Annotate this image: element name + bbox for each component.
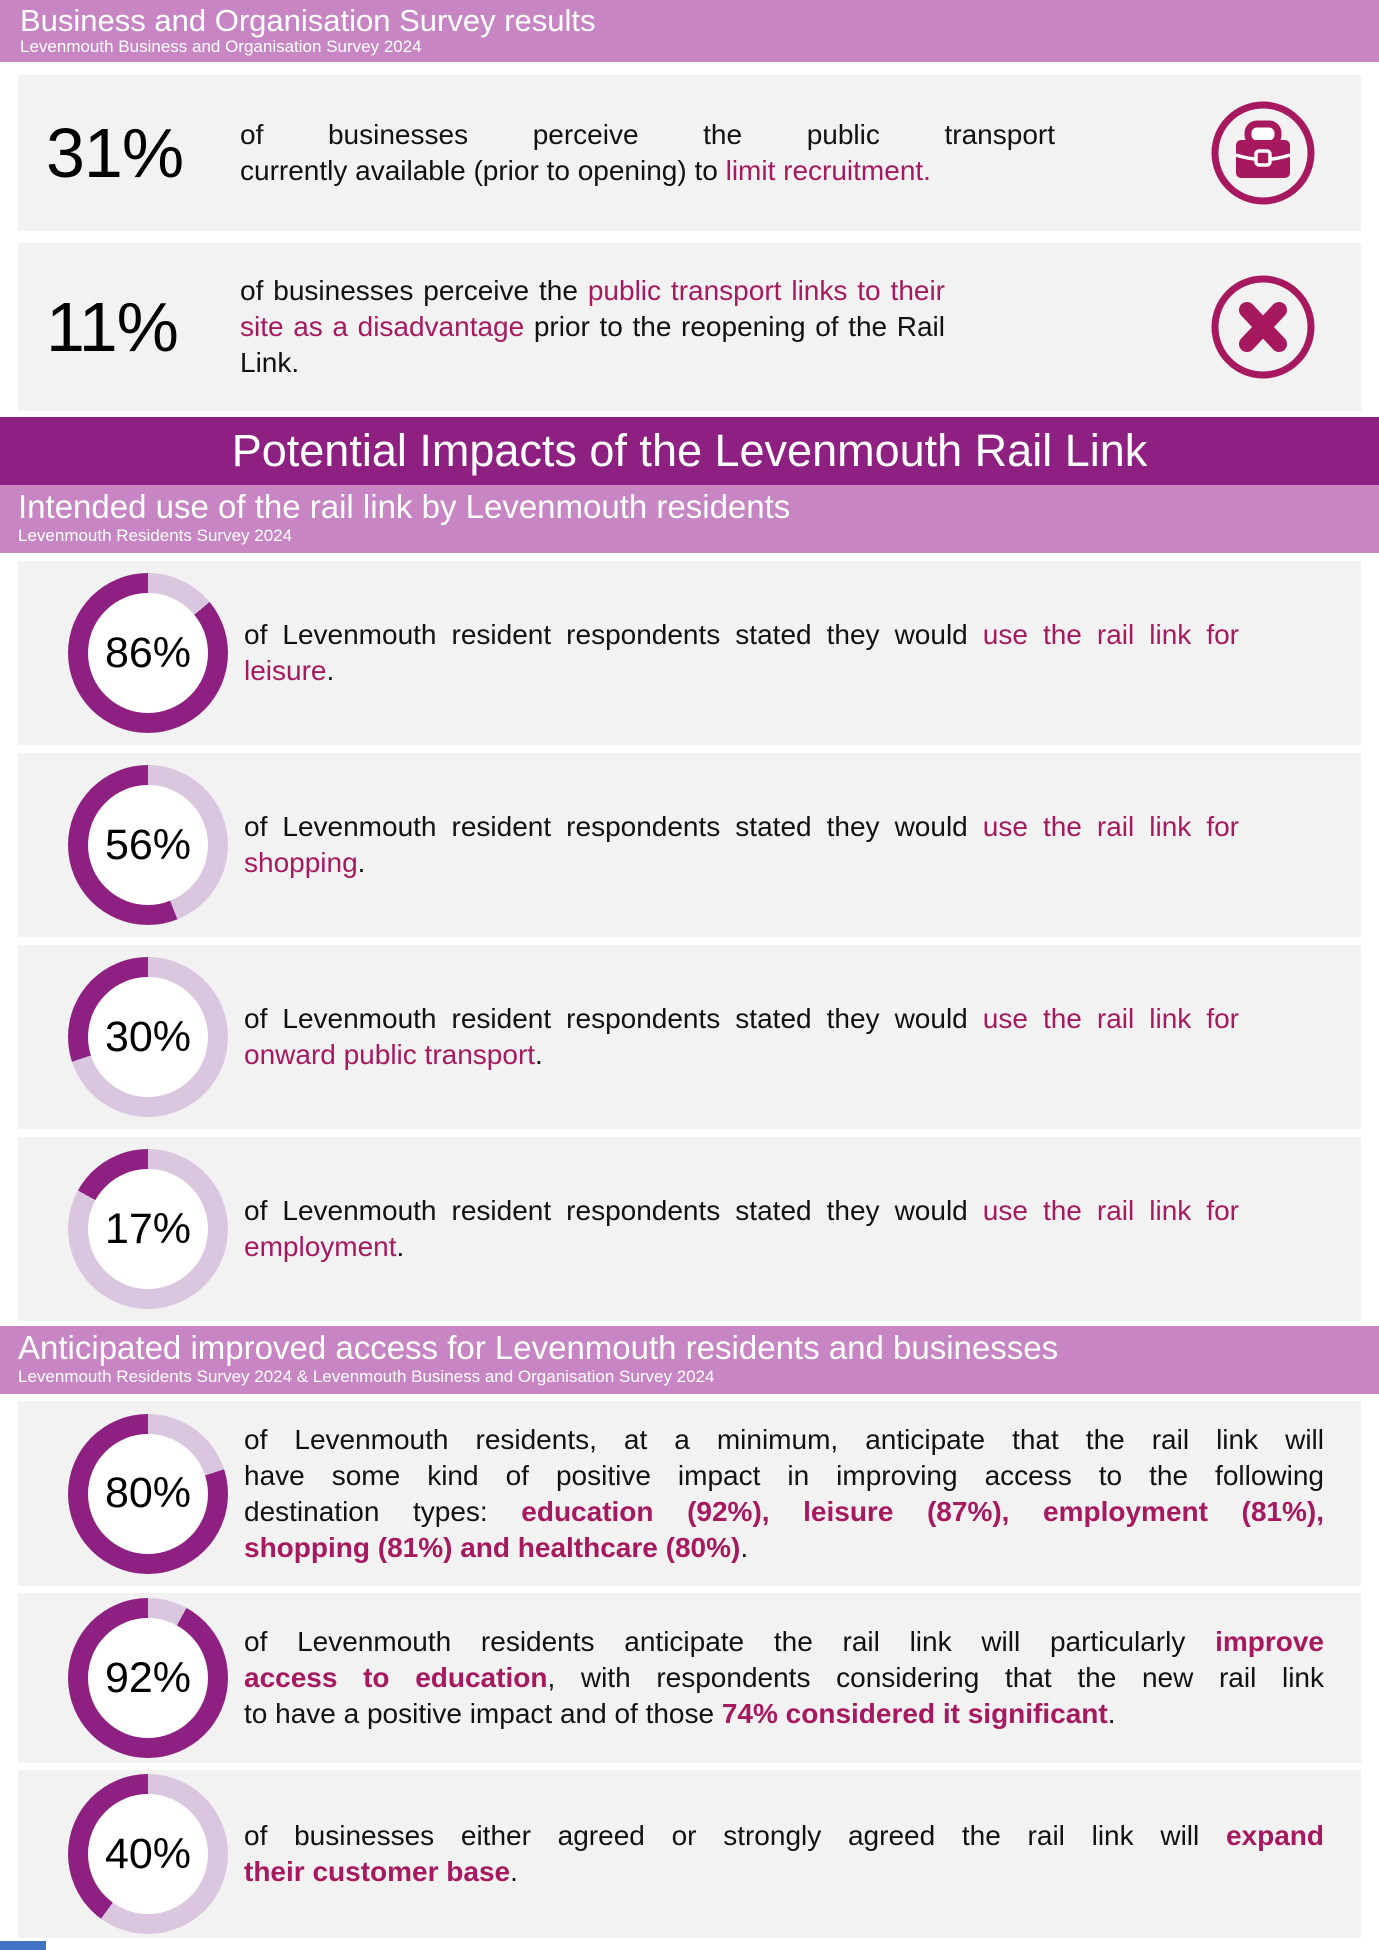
donut-chart-leisure — [68, 573, 228, 733]
stat-card-employment — [18, 1137, 1361, 1321]
stat-card-destination-access — [18, 1401, 1361, 1586]
stat-card-shopping — [18, 753, 1361, 937]
stat-text-leisure: of Levenmouth resident respondents stated they would use the rail link for leisure. — [244, 619, 1240, 686]
cross-icon — [1210, 274, 1316, 380]
section-subtitle: Levenmouth Residents Survey 2024 & Levenmouth Business and Organisation Survey 2024 — [18, 1367, 715, 1386]
next-section-edge — [0, 1941, 46, 1950]
donut-label: 92% — [104, 1653, 192, 1702]
donut-chart-education-access — [68, 1598, 228, 1758]
stat-text-customer-base: of businesses either agreed or strongly agreed the rail link will expand their customer base. — [244, 1820, 1324, 1887]
donut-label: 17% — [104, 1204, 192, 1253]
stat-value-11: 11% — [46, 288, 178, 366]
donut-chart-onward-transport — [68, 957, 228, 1117]
briefcase-icon — [1210, 100, 1316, 206]
donut-label: 30% — [104, 1012, 192, 1061]
stat-card-leisure — [18, 561, 1361, 745]
section-title: Anticipated improved access for Levenmouth residents and businesses — [18, 1329, 1059, 1366]
page-subtitle: Levenmouth Business and Organisation Survey 2024 — [20, 37, 422, 56]
section-header-improved-access — [0, 1326, 1379, 1394]
donut-chart-customer-base — [68, 1774, 228, 1934]
donut-label: 56% — [104, 820, 192, 869]
section-title: Intended use of the rail link by Levenmouth residents — [18, 488, 791, 525]
impacts-banner-title: Potential Impacts of the Levenmouth Rail Link — [231, 425, 1148, 476]
donut-label: 40% — [104, 1829, 192, 1878]
stat-text-31: of businesses perceive the public transport currently available (prior to opening) to limit recruitment. — [240, 119, 1055, 186]
donut-chart-destination-access — [68, 1414, 228, 1574]
donut-label: 86% — [104, 628, 192, 677]
stat-value-31: 31% — [46, 114, 184, 192]
stat-text-onward-transport: of Levenmouth resident respondents stated they would use the rail link for onward public transport. — [244, 1003, 1240, 1070]
stat-card-transport-disadvantage — [18, 243, 1361, 411]
stat-card-customer-base — [18, 1770, 1361, 1938]
section-subtitle: Levenmouth Residents Survey 2024 — [18, 526, 293, 545]
section-header-intended-use — [0, 485, 1379, 553]
stat-text-education-access: of Levenmouth residents anticipate the rail link will particularly improve access to education, with respondents considering that the new rail link to have a positive impact and of those 74% considered it significant. — [244, 1626, 1324, 1729]
stat-text-destination-access: of Levenmouth residents, at a minimum, anticipate that the rail link will have some kind of positive impact in improving access to the following destination types: education (92%), leisure (87%), employment (81%), shopping (81%) and healthcare (80%). — [244, 1423, 1324, 1563]
donut-chart-employment — [68, 1149, 228, 1309]
stat-text-shopping: of Levenmouth resident respondents stated they would use the rail link for shopping. — [244, 811, 1240, 878]
stat-card-limit-recruitment — [18, 75, 1361, 231]
stat-text-employment: of Levenmouth resident respondents stated they would use the rail link for employment. — [244, 1195, 1240, 1262]
impacts-banner — [0, 417, 1379, 485]
stat-card-onward-transport — [18, 945, 1361, 1129]
page-header — [0, 0, 1379, 62]
stat-card-education-access — [18, 1593, 1361, 1763]
donut-label: 80% — [104, 1469, 192, 1517]
page-title: Business and Organisation Survey results — [20, 3, 596, 38]
donut-chart-shopping — [68, 765, 228, 925]
stat-text-11: of businesses perceive the public transport links to their site as a disadvantage prior to the reopening of the Rail Link. — [240, 275, 946, 378]
